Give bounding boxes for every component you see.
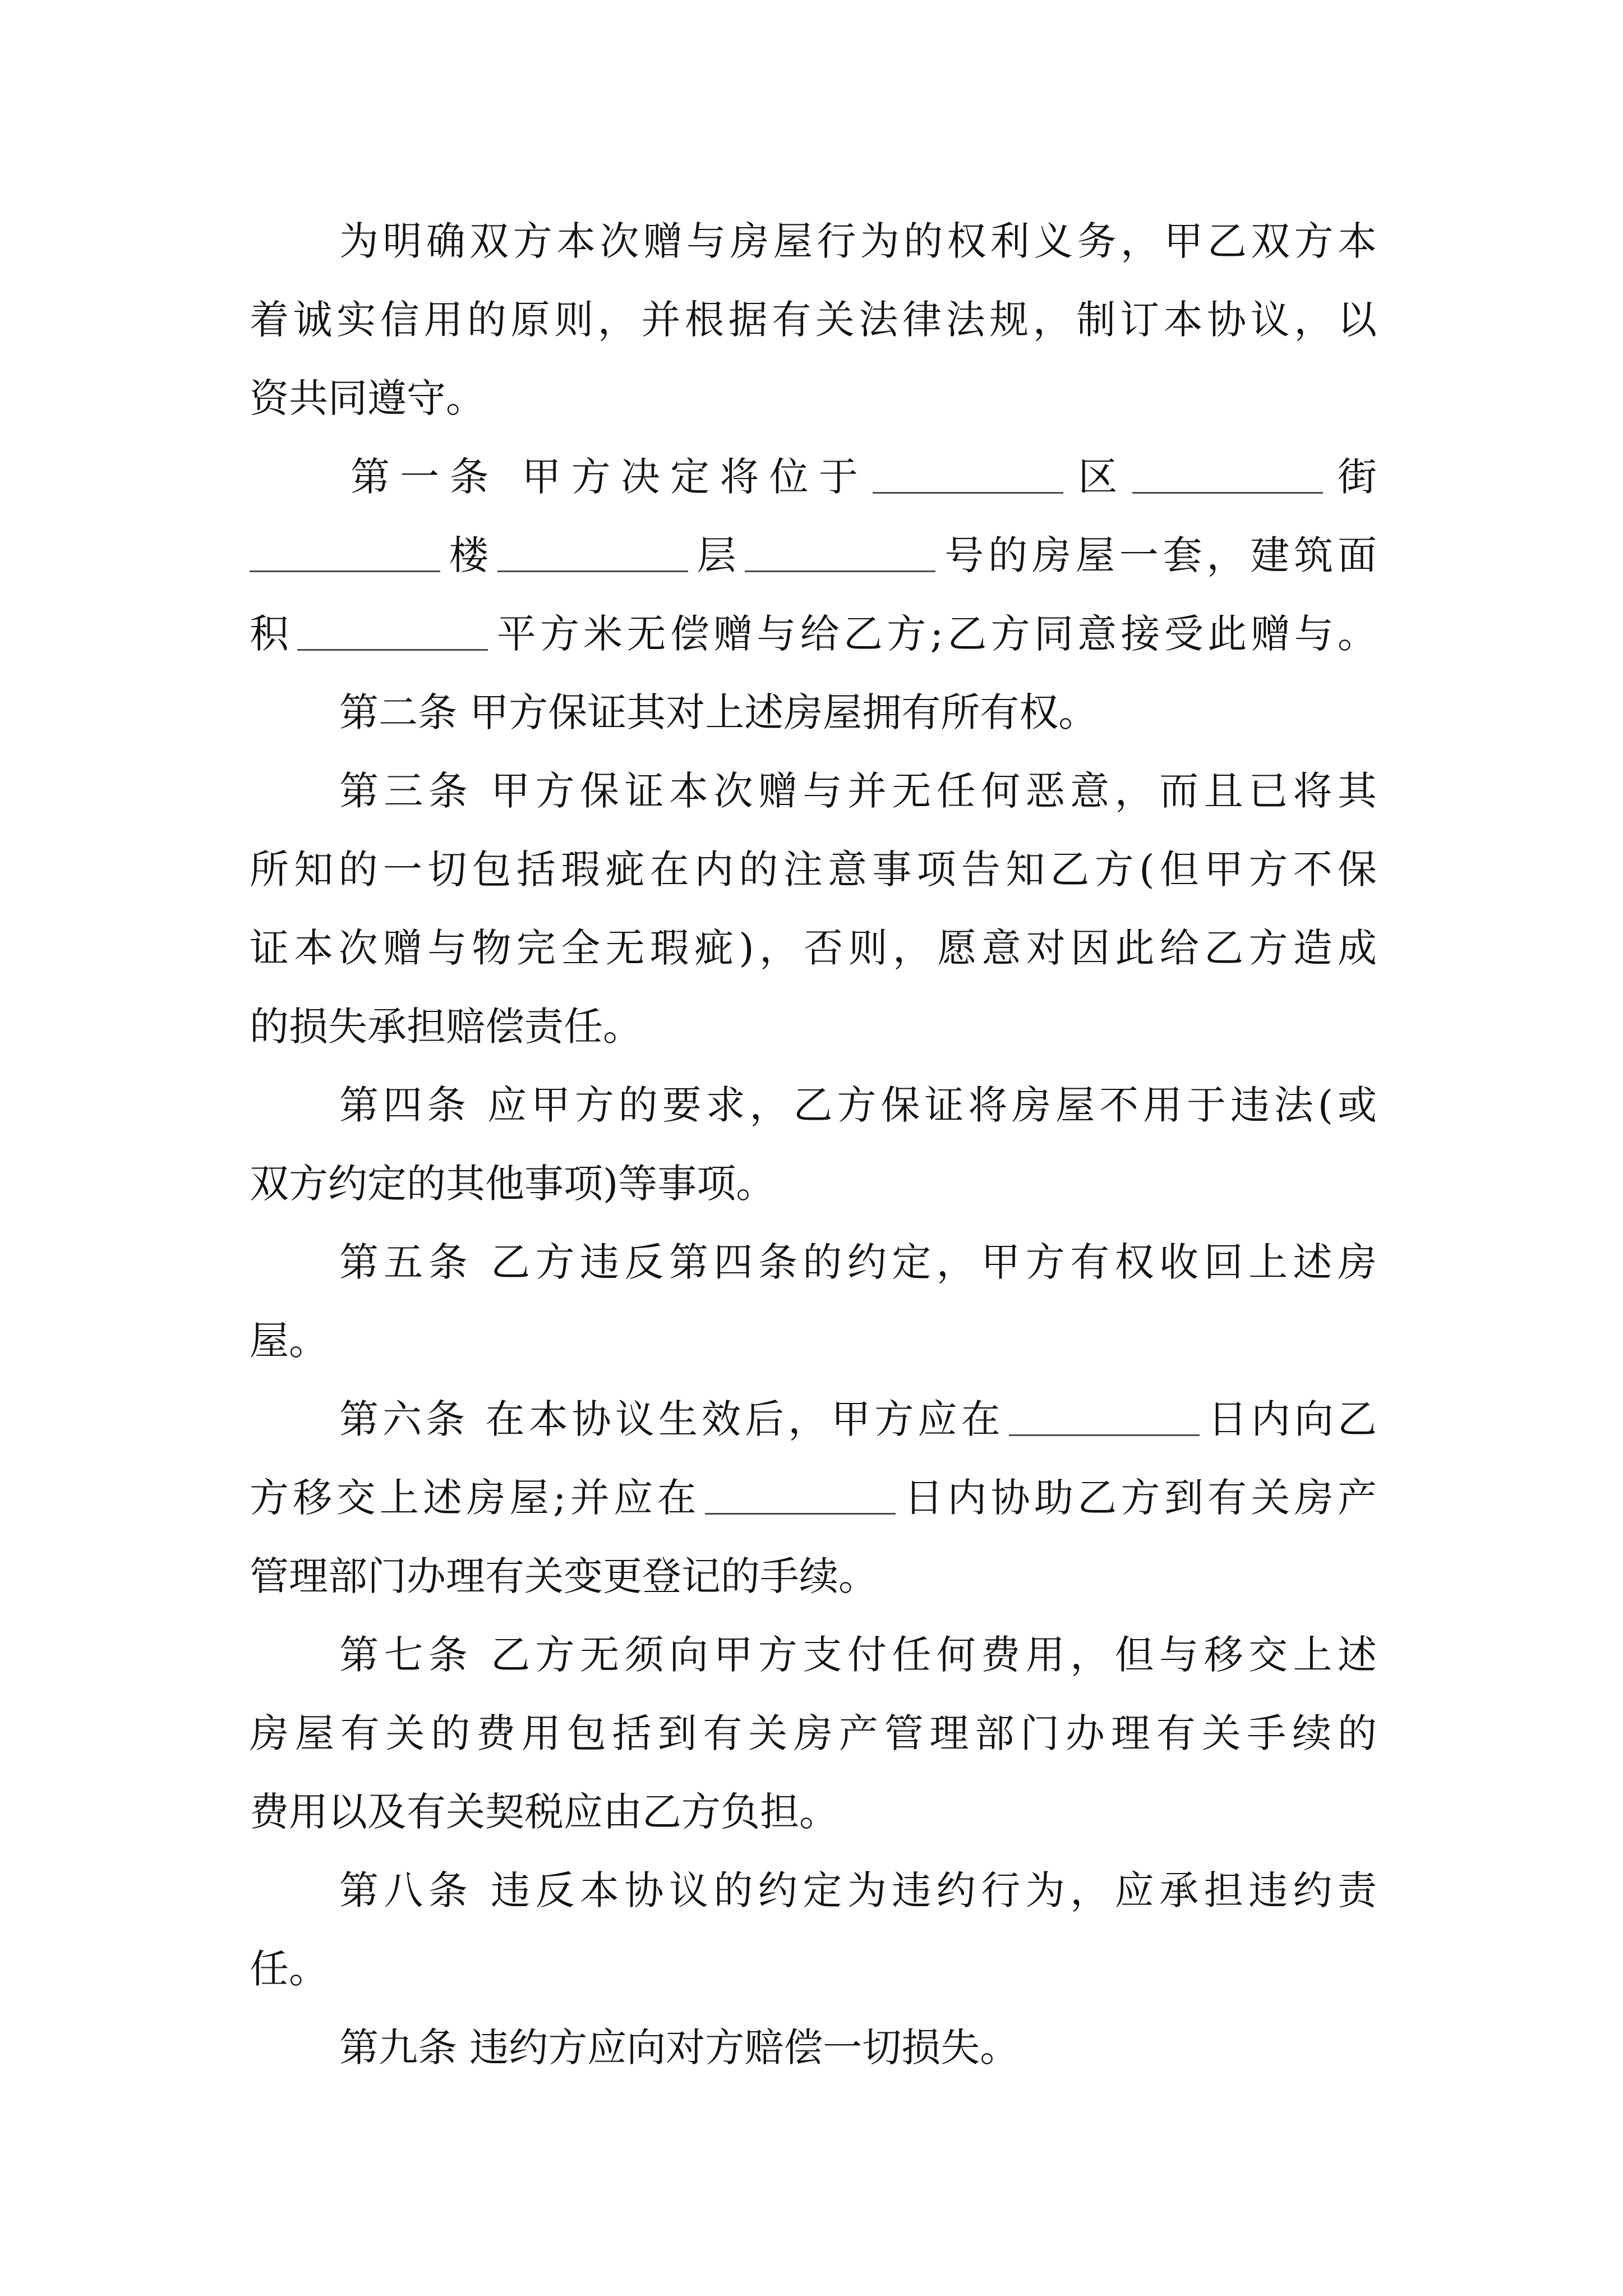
article-1-line-1 bbox=[351, 443, 1377, 510]
street-blank[interactable] bbox=[1132, 492, 1323, 494]
district-label: 区 bbox=[1068, 454, 1128, 500]
article-8-line-2: 任。 bbox=[250, 1946, 328, 1992]
article-3-line-2: 所知的一切包括瑕疵在内的注意事项告知乙方(但甲方不保 bbox=[250, 846, 1377, 892]
intro-line-2: 着诚实信用的原则，并根据有关法律法规，制订本协议，以 bbox=[250, 297, 1377, 343]
article-3-line-3: 证本次赠与物完全无瑕疵)，否则，愿意对因此给乙方造成 bbox=[250, 925, 1377, 971]
article-1-line-3 bbox=[250, 600, 1377, 668]
number-blank[interactable] bbox=[745, 570, 935, 572]
article-1-text: 第一条 甲方决定将位于 bbox=[351, 454, 869, 500]
registration-tail: 日内协助乙方到有关房产 bbox=[900, 1475, 1377, 1521]
article-7-line-2: 房屋有关的费用包括到有关房产管理部门办理有关手续的 bbox=[250, 1710, 1377, 1756]
handover-tail: 日内向乙 bbox=[1204, 1396, 1377, 1442]
building-label: 楼 bbox=[445, 532, 493, 578]
article-1-tail: 平方米无偿赠与给乙方;乙方同意接受此赠与。 bbox=[492, 611, 1377, 657]
article-3-line-4: 的损失承担赔偿责任。 bbox=[250, 1004, 642, 1050]
article-2: 第二条 甲方保证其对上述房屋拥有所有权。 bbox=[339, 689, 1098, 735]
area-blank[interactable] bbox=[297, 649, 488, 651]
article-4-line-2: 双方约定的其他事项)等事项。 bbox=[250, 1161, 776, 1207]
article-6-text: 第六条 在本协议生效后，甲方应在 bbox=[339, 1396, 1004, 1442]
article-6-line-2 bbox=[250, 1464, 1377, 1531]
article-6-mid: 方移交上述房屋;并应在 bbox=[250, 1475, 700, 1521]
handover-days-blank[interactable] bbox=[1009, 1434, 1200, 1436]
building-blank[interactable] bbox=[250, 570, 440, 572]
article-7-line-3: 费用以及有关契税应由乙方负担。 bbox=[250, 1789, 838, 1835]
intro-line-1: 为明确双方本次赠与房屋行为的权利义务，甲乙双方本 bbox=[339, 218, 1377, 264]
article-6-line-3: 管理部门办理有关变更登记的手续。 bbox=[250, 1553, 878, 1599]
district-blank[interactable] bbox=[873, 492, 1063, 494]
registration-days-blank[interactable] bbox=[705, 1513, 896, 1515]
article-5-line-2: 屋。 bbox=[250, 1318, 328, 1364]
article-4-line-1: 第四条 应甲方的要求，乙方保证将房屋不用于违法(或 bbox=[339, 1082, 1377, 1128]
article-8-line-1: 第八条 违反本协议的约定为违约行为，应承担违约责 bbox=[339, 1867, 1377, 1913]
article-1-line-2 bbox=[250, 522, 1377, 589]
floor-blank[interactable] bbox=[497, 570, 688, 572]
article-7-line-1: 第七条 乙方无须向甲方支付任何费用，但与移交上述 bbox=[339, 1632, 1377, 1678]
street-label: 街 bbox=[1327, 454, 1377, 500]
article-6-line-1 bbox=[339, 1386, 1377, 1453]
area-label: 积 bbox=[250, 611, 293, 657]
article-5-line-1: 第五条 乙方违反第四条的约定，甲方有权收回上述房 bbox=[339, 1239, 1377, 1285]
article-3-line-1: 第三条 甲方保证本次赠与并无任何恶意，而且已将其 bbox=[339, 768, 1377, 814]
article-9: 第九条 违约方应向对方赔偿一切损失。 bbox=[339, 2024, 1020, 2070]
number-label: 号的房屋一套，建筑面 bbox=[940, 532, 1377, 578]
intro-line-3: 资共同遵守。 bbox=[250, 375, 485, 421]
floor-label: 层 bbox=[692, 532, 741, 578]
